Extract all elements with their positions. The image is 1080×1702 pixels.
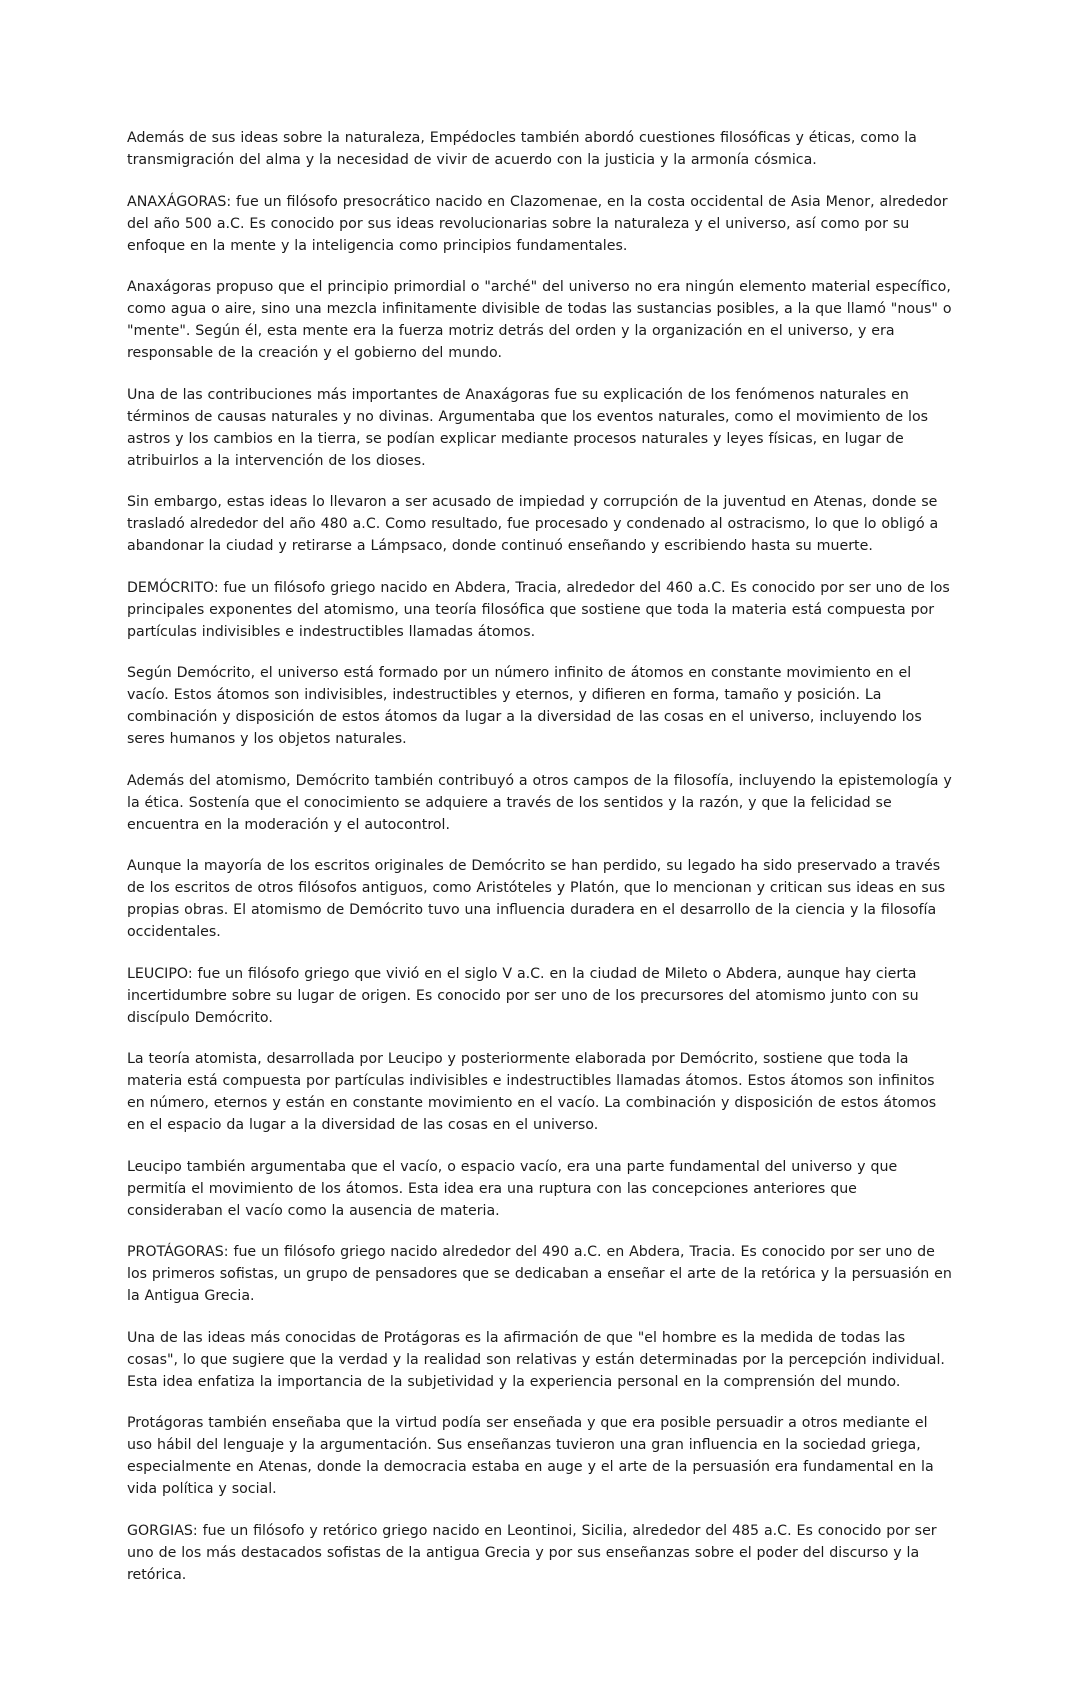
paragraph-protagoras-intro: PROTÁGORAS: fue un filósofo griego nacido alrededor del 490 a.C. en Abdera, Tracia. Es conocido por ser uno de los primeros sofistas, un grupo de pensadores que se dedicaban a enseñar el arte de la retórica y la persuasión en la Antigua Grecia. — [127, 1244, 952, 1304]
paragraph-protagoras-virtue: Protágoras también enseñaba que la virtud podía ser enseñada y que era posible persuadir a otros mediante el uso hábil del lenguaje y la argumentación. Sus enseñanzas tuvieron una gran influencia en la sociedad griega, especialmente en Atenas, donde la democracia estaba en auge y el arte de la persuasión era fundamental en la vida política y social. — [127, 1415, 934, 1497]
paragraph-leucippus-intro: LEUCIPO: fue un filósofo griego que vivió en el siglo V a.C. en la ciudad de Mileto o Abdera, aunque hay cierta incertidumbre sobre su lugar de origen. Es conocido por ser uno de los precursores del atomismo junto con su discípulo Demócrito. — [127, 965, 919, 1026]
paragraph-protagoras-measure: Una de las ideas más conocidas de Protágoras es la afirmación de que "el hombre es la medida de todas las cosas", lo que sugiere que la verdad y la realidad son relativas y están determinadas por la percepción individual. Esta idea enfatiza la importancia de la subjetividad y la experiencia personal en la comprensión del mundo. — [127, 1329, 945, 1390]
paragraph-democritus-atoms: Según Demócrito, el universo está formado por un número infinito de átomos en constante movimiento en el vacío. Estos átomos son indivisibles, indestructibles y eternos, y difieren en forma, tamaño y posición. La combinación y disposición de estos átomos da lugar a la diversidad de las cosas en el universo, incluyendo los seres humanos y los objetos naturales. — [127, 665, 922, 747]
paragraph-anaxagoras-intro: ANAXÁGORAS: fue un filósofo presocrático nacido en Clazomenae, en la costa occidental de Asia Menor, alrededor del año 500 a.C. Es conocido por sus ideas revolucionarias sobre la naturaleza y el universo, así como por su enfoque en la mente y la inteligencia como principios fundamentales. — [127, 193, 948, 254]
paragraph-empedocles-ethics: Además de sus ideas sobre la naturaleza, Empédocles también abordó cuestiones filosóficas y éticas, como la transmigración del alma y la necesidad de vivir de acuerdo con la justicia y la armonía cósmica. — [127, 130, 917, 168]
paragraph-anaxagoras-natural-causes: Una de las contribuciones más importantes de Anaxágoras fue su explicación de los fenómenos naturales en términos de causas naturales y no divinas. Argumentaba que los eventos naturales, como el movimiento de los astros y los cambios en la tierra, se podían explicar mediante procesos naturales y leyes físicas, en lugar de atribuirlos a la intervención de los dioses. — [127, 386, 929, 469]
paragraph-anaxagoras-exile: Sin embargo, estas ideas lo llevaron a ser acusado de impiedad y corrupción de la juventud en Atenas, donde se trasladó alrededor del año 480 a.C. Como resultado, fue procesado y condenado al ostracismo, lo que lo obligó a abandonar la ciudad y retirarse a Lámpsaco, donde continuó enseñando y escribiendo hasta su muerte. — [127, 494, 939, 554]
document-page — [127, 127, 957, 1605]
paragraph-democritus-legacy: Aunque la mayoría de los escritos originales de Demócrito se han perdido, su legado ha sido preservado a través de los escritos de otros filósofos antiguos, como Aristóteles y Platón, que lo mencionan y critican sus ideas en sus propias obras. El atomismo de Demócrito tuvo una influencia duradera en el desarrollo de la ciencia y la filosofía occidentales. — [127, 858, 946, 940]
paragraph-anaxagoras-nous: Anaxágoras propuso que el principio primordial o "arché" del universo no era ningún elemento material específico, como agua o aire, sino una mezcla infinitamente divisible de todas las sustancias posibles, a la que llamó "nous" o "mente". Según él, esta mente era la fuerza motriz detrás del orden y la organización en el universo, y era responsable de la creación y el gobierno del mundo. — [127, 279, 952, 361]
paragraph-democritus-ethics: Además del atomismo, Demócrito también contribuyó a otros campos de la filosofía, incluyendo la epistemología y la ética. Sostenía que el conocimiento se adquiere a través de los sentidos y la razón, y que la felicidad se encuentra en la moderación y el autocontrol. — [127, 772, 952, 833]
paragraph-gorgias-intro: GORGIAS: fue un filósofo y retórico griego nacido en Leontinoi, Sicilia, alrededor del 485 a.C. Es conocido por ser uno de los más destacados sofistas de la antigua Grecia y por sus enseñanzas sobre el poder del discurso y la retórica. — [127, 1522, 937, 1583]
paragraph-democritus-intro: DEMÓCRITO: fue un filósofo griego nacido en Abdera, Tracia, alrededor del 460 a.C. Es conocido por ser uno de los principales exponentes del atomismo, una teoría filosófica que sostiene que toda la materia está compuesta por partículas indivisibles e indestructibles llamadas átomos. — [127, 579, 950, 640]
paragraph-leucippus-void: Leucipo también argumentaba que el vacío, o espacio vacío, era una parte fundamental del universo y que permitía el movimiento de los átomos. Esta idea era una ruptura con las concepciones anteriores que consideraban el vacío como la ausencia de materia. — [127, 1158, 898, 1219]
paragraph-leucippus-atomism: La teoría atomista, desarrollada por Leucipo y posteriormente elaborada por Demócrito, sostiene que toda la materia está compuesta por partículas indivisibles e indestructibles llamadas átomos. Estos átomos son infinitos en número, eternos y están en constante movimiento en el vacío. La combinación y disposición de estos átomos en el espacio da lugar a la diversidad de las cosas en el universo. — [127, 1051, 937, 1133]
